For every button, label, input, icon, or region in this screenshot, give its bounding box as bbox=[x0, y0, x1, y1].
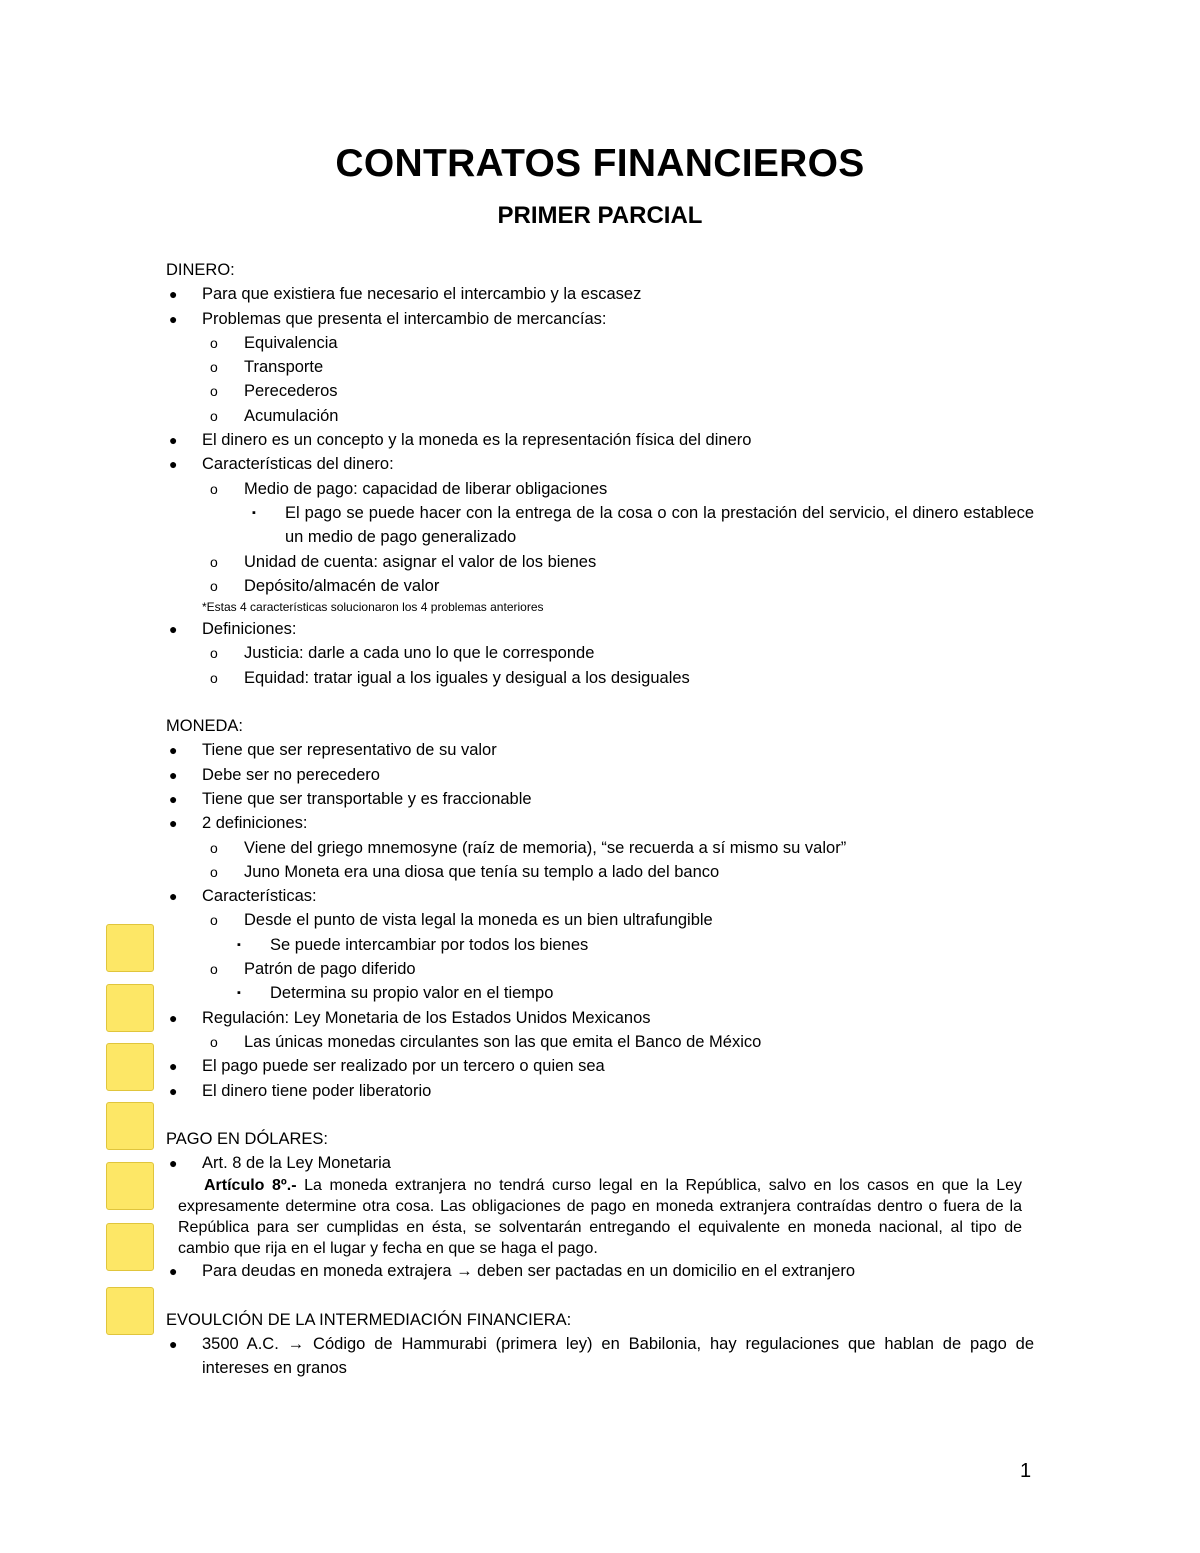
list-item-text: Problemas que presenta el intercambio de mercancías: bbox=[202, 309, 607, 328]
list-item bbox=[166, 404, 1034, 428]
list-item bbox=[166, 1054, 1034, 1078]
bullet-icon: ● bbox=[169, 1058, 178, 1075]
list-item-text: 3500 A.C. → Código de Hammurabi (primera ley) en Babilonia, hay regulaciones que hablan de pago de intereses en granos bbox=[202, 1334, 1034, 1378]
intermediacion-list bbox=[166, 1332, 1034, 1381]
list-item-text: Acumulación bbox=[244, 406, 339, 425]
square-bullet-icon: ▪ bbox=[237, 938, 241, 951]
list-item bbox=[166, 1030, 1034, 1054]
sticky-note-marker[interactable] bbox=[106, 1287, 154, 1335]
circle-bullet-icon: o bbox=[210, 839, 218, 856]
square-bullet-icon: ▪ bbox=[252, 506, 256, 519]
circle-bullet-icon: o bbox=[210, 863, 218, 880]
bullet-icon: ● bbox=[169, 1155, 178, 1172]
bullet-icon: ● bbox=[169, 1082, 178, 1099]
document-body bbox=[166, 258, 1034, 1381]
square-bullet-icon: ▪ bbox=[237, 987, 241, 1000]
sticky-note-marker[interactable] bbox=[106, 1223, 154, 1271]
bullet-icon: ● bbox=[169, 1335, 178, 1352]
list-item bbox=[166, 617, 1034, 641]
law-quote-lead: Artículo 8º.- bbox=[204, 1177, 297, 1195]
list-item-text: Juno Moneta era una diosa que tenía su templo a lado del banco bbox=[244, 862, 720, 881]
list-item-text: Unidad de cuenta: asignar el valor de los bienes bbox=[244, 552, 597, 571]
list-item-text: Viene del griego mnemosyne (raíz de memoria), “se recuerda a sí mismo su valor” bbox=[244, 838, 847, 857]
bullet-icon: ● bbox=[169, 790, 178, 807]
list-item-text: Debe ser no perecedero bbox=[202, 765, 380, 784]
list-item bbox=[166, 981, 1034, 1005]
list-item-text: Para deudas en moneda extrajera → deben ser pactadas en un domicilio en el extranjero bbox=[202, 1262, 856, 1281]
page-subtitle: PRIMER PARCIAL bbox=[497, 202, 703, 229]
list-item bbox=[166, 860, 1034, 884]
bullet-icon: ● bbox=[169, 456, 178, 473]
list-item bbox=[166, 787, 1034, 811]
list-item bbox=[166, 307, 1034, 331]
list-item bbox=[166, 641, 1034, 665]
list-item bbox=[166, 282, 1034, 306]
dolares-list-continued bbox=[166, 1259, 1034, 1283]
list-item-text: Se puede intercambiar por todos los bienes bbox=[270, 935, 589, 954]
list-item-text: 2 definiciones: bbox=[202, 814, 308, 833]
list-item bbox=[166, 501, 1034, 550]
list-item bbox=[166, 1079, 1034, 1103]
circle-bullet-icon: o bbox=[210, 577, 218, 594]
list-item-text: El dinero es un concepto y la moneda es la representación física del dinero bbox=[202, 431, 752, 450]
dinero-list-continued bbox=[166, 617, 1034, 690]
list-item bbox=[166, 452, 1034, 476]
section-spacer bbox=[166, 1103, 1034, 1127]
list-item bbox=[166, 1332, 1034, 1381]
list-item-text: Depósito/almacén de valor bbox=[244, 576, 440, 595]
list-item bbox=[166, 355, 1034, 379]
sticky-note-marker[interactable] bbox=[106, 1162, 154, 1210]
footnote: *Estas 4 características solucionaron los 4 problemas anteriores bbox=[202, 600, 544, 615]
dolares-list bbox=[166, 1151, 1034, 1175]
section-heading-dinero: DINERO: bbox=[166, 261, 235, 279]
circle-bullet-icon: o bbox=[210, 961, 218, 978]
list-item bbox=[166, 477, 1034, 501]
bullet-icon: ● bbox=[169, 815, 178, 832]
section-heading-moneda: MONEDA: bbox=[166, 717, 244, 736]
list-item-text: Medio de pago: capacidad de liberar obligaciones bbox=[244, 479, 608, 498]
list-item bbox=[166, 884, 1034, 908]
circle-bullet-icon: o bbox=[210, 669, 218, 686]
list-item-text: Art. 8 de la Ley Monetaria bbox=[202, 1154, 391, 1173]
moneda-list bbox=[166, 738, 1034, 1102]
dinero-list bbox=[166, 282, 1034, 598]
list-item-text: El pago puede ser realizado por un tercero o quien sea bbox=[202, 1057, 605, 1076]
section-spacer bbox=[166, 1284, 1034, 1308]
list-item-text: Tiene que ser transportable y es fraccionable bbox=[202, 789, 532, 808]
list-item-text: Regulación: Ley Monetaria de los Estados Unidos Mexicanos bbox=[202, 1008, 651, 1027]
bullet-icon: ● bbox=[169, 742, 178, 759]
bullet-icon: ● bbox=[169, 1009, 178, 1026]
list-item bbox=[166, 836, 1034, 860]
bullet-icon: ● bbox=[169, 1263, 178, 1280]
bullet-icon: ● bbox=[169, 621, 178, 638]
list-item bbox=[166, 933, 1034, 957]
list-item-text: Las únicas monedas circulantes son las que emita el Banco de México bbox=[244, 1032, 762, 1051]
list-item bbox=[166, 811, 1034, 835]
list-item-text: Equidad: tratar igual a los iguales y desigual a los desiguales bbox=[244, 668, 690, 687]
list-item bbox=[166, 331, 1034, 355]
section-heading-intermediacion: EVOULCIÓN DE LA INTERMEDIACIÓN FINANCIERA: bbox=[166, 1310, 572, 1329]
bullet-icon: ● bbox=[169, 286, 178, 303]
list-item bbox=[166, 1151, 1034, 1175]
list-item bbox=[166, 574, 1034, 598]
list-item-text: Tiene que ser representativo de su valor bbox=[202, 741, 497, 760]
list-item-text: Para que existiera fue necesario el intercambio y la escasez bbox=[202, 285, 642, 304]
circle-bullet-icon: o bbox=[210, 645, 218, 662]
list-item bbox=[166, 666, 1034, 690]
list-item bbox=[166, 428, 1034, 452]
list-item-text: El dinero tiene poder liberatorio bbox=[202, 1081, 432, 1100]
list-item bbox=[166, 1006, 1034, 1030]
list-item-text: Definiciones: bbox=[202, 620, 297, 639]
list-item bbox=[166, 957, 1034, 981]
circle-bullet-icon: o bbox=[210, 407, 218, 424]
list-item-text: Determina su propio valor en el tiempo bbox=[270, 984, 554, 1003]
sticky-note-marker[interactable] bbox=[106, 1102, 154, 1150]
section-heading-dolares: PAGO EN DÓLARES: bbox=[166, 1129, 328, 1148]
law-quote bbox=[166, 1175, 1034, 1259]
section-spacer bbox=[166, 690, 1034, 714]
list-item-text: Patrón de pago diferido bbox=[244, 960, 416, 979]
law-quote-body: La moneda extranjera no tendrá curso legal en la República, salvo en los casos en que la Ley expresamente determine otra cosa. Las obligaciones de pago en moneda extranjera contraídas dentro o fuera de la República para ser cumplidas en ésta, se solventarán entregando el equivalente en moneda nacional, al tipo de cambio que rija en el lugar y fecha en que se haga el pago. bbox=[178, 1177, 1023, 1258]
list-item bbox=[166, 550, 1034, 574]
circle-bullet-icon: o bbox=[210, 553, 218, 570]
circle-bullet-icon: o bbox=[210, 480, 218, 497]
bullet-icon: ● bbox=[169, 766, 178, 783]
list-item-text: Desde el punto de vista legal la moneda es un bien ultrafungible bbox=[244, 911, 713, 930]
circle-bullet-icon: o bbox=[210, 383, 218, 400]
list-item-text: Características del dinero: bbox=[202, 455, 394, 474]
list-item-text: Perecederos bbox=[244, 382, 338, 401]
circle-bullet-icon: o bbox=[210, 1033, 218, 1050]
bullet-icon: ● bbox=[169, 888, 178, 905]
list-item-text: Equivalencia bbox=[244, 333, 338, 352]
circle-bullet-icon: o bbox=[210, 334, 218, 351]
page-number: 1 bbox=[1020, 1460, 1032, 1482]
bullet-icon: ● bbox=[169, 432, 178, 449]
list-item-text: El pago se puede hacer con la entrega de la cosa o con la prestación del servicio, el dinero establece un medio de pago generalizado bbox=[285, 503, 1034, 547]
sticky-note-marker[interactable] bbox=[106, 984, 154, 1032]
sticky-note-marker[interactable] bbox=[106, 1043, 154, 1091]
page-title: CONTRATOS FINANCIEROS bbox=[335, 142, 865, 185]
list-item bbox=[166, 1259, 1034, 1283]
sticky-note-marker[interactable] bbox=[106, 924, 154, 972]
list-item-text: Características: bbox=[202, 887, 317, 906]
list-item bbox=[166, 763, 1034, 787]
list-item bbox=[166, 738, 1034, 762]
list-item bbox=[166, 379, 1034, 403]
bullet-icon: ● bbox=[169, 310, 178, 327]
circle-bullet-icon: o bbox=[210, 359, 218, 376]
circle-bullet-icon: o bbox=[210, 912, 218, 929]
list-item-text: Transporte bbox=[244, 358, 324, 377]
list-item bbox=[166, 908, 1034, 932]
list-item-text: Justicia: darle a cada uno lo que le corresponde bbox=[244, 644, 595, 663]
